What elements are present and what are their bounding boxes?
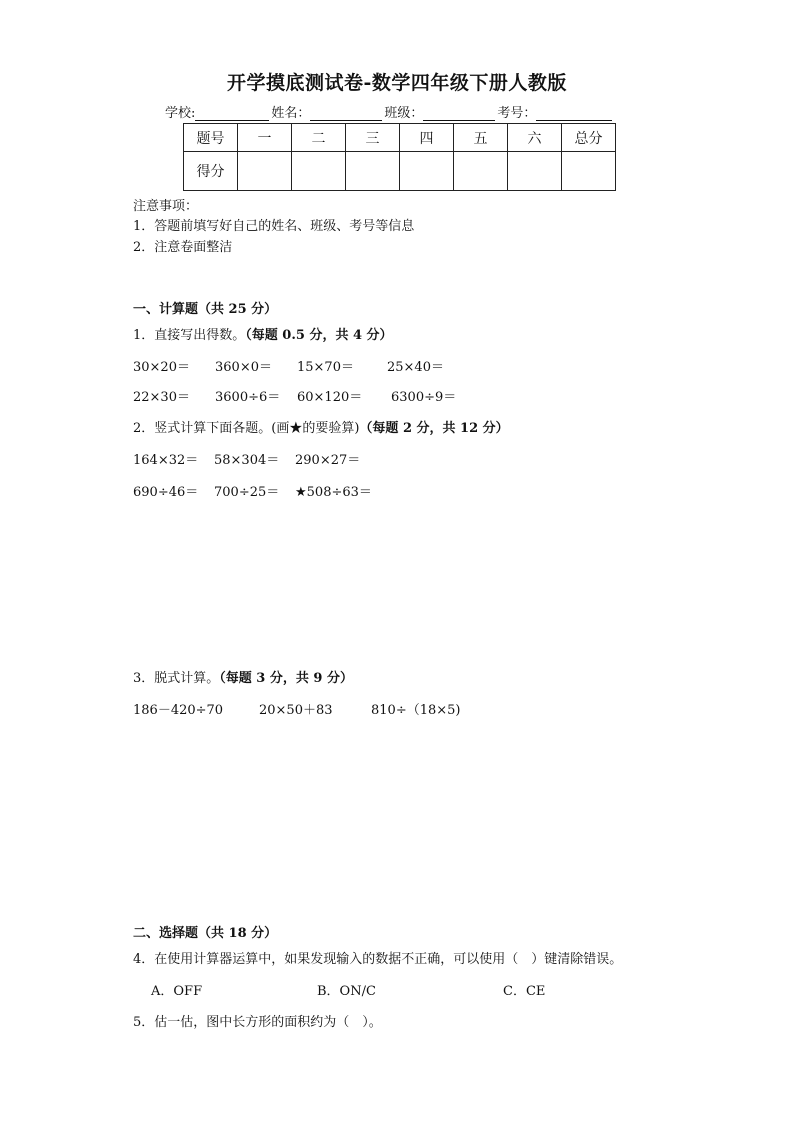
question-2-points: （每题 2 分，共 12 分）	[359, 421, 509, 436]
q1-item: 3600÷6＝	[215, 390, 281, 405]
q1-item: 360×0＝	[215, 360, 272, 375]
section-2-title: 二、选择题（共 18 分）	[133, 926, 278, 941]
notes-heading: 注意事项：	[133, 199, 199, 214]
question-2	[133, 417, 509, 436]
score-header-cell: 题号	[184, 124, 238, 152]
exam-number-label: 考号：	[497, 106, 537, 121]
q4-option-c[interactable]: C．CE	[503, 984, 546, 999]
q2-item: 58×304＝	[214, 453, 280, 468]
name-label: 姓名：	[271, 106, 311, 121]
note-item: 2．注意卷面整洁	[133, 240, 233, 255]
question-1-text: 1．直接写出得数。	[133, 328, 246, 343]
score-header-cell: 二	[292, 124, 346, 152]
q3-item: 810÷（18×5)	[371, 703, 461, 718]
question-1-points: （每题 0.5 分，共 4 分）	[245, 328, 393, 343]
q3-item: 186－420÷70	[133, 703, 224, 718]
question-1	[133, 324, 393, 343]
score-header-cell: 一	[238, 124, 292, 152]
school-blank[interactable]	[195, 104, 269, 121]
q2-item: 290×27＝	[295, 453, 361, 468]
score-header-cell: 五	[454, 124, 508, 152]
name-blank[interactable]	[310, 104, 382, 121]
score-table-score-row	[184, 152, 616, 191]
exam-number-blank[interactable]	[536, 104, 612, 121]
class-blank[interactable]	[423, 104, 495, 121]
q1-item: 6300÷9＝	[391, 390, 457, 405]
section-1-title: 一、计算题（共 25 分）	[133, 302, 278, 317]
score-header-cell: 四	[400, 124, 454, 152]
score-cell[interactable]	[562, 152, 616, 191]
q2-item: 700÷25＝	[214, 485, 280, 500]
page-title: 开学摸底测试卷-数学四年级下册人教版	[227, 72, 567, 94]
q4-option-b[interactable]: B．ON/C	[317, 984, 376, 999]
student-info-line	[165, 102, 614, 121]
question-5-text: 5．估一估，图中长方形的面积约为（ ）。	[133, 1015, 382, 1030]
note-item: 1．答题前填写好自己的姓名、班级、考号等信息	[133, 219, 415, 234]
school-label: 学校:	[165, 106, 196, 121]
score-row-label: 得分	[184, 152, 238, 191]
q1-item: 30×20＝	[133, 360, 190, 375]
score-cell[interactable]	[454, 152, 508, 191]
q2-item: 690÷46＝	[133, 485, 199, 500]
score-header-cell: 三	[346, 124, 400, 152]
class-label: 班级：	[384, 106, 424, 121]
q2-row-2	[133, 481, 372, 500]
q1-row-1	[133, 356, 444, 375]
question-4-text: 4．在使用计算器运算中，如果发现输入的数据不正确，可以使用（ ）键清除错误。	[133, 952, 623, 967]
q1-item: 60×120＝	[297, 390, 363, 405]
score-cell[interactable]	[292, 152, 346, 191]
score-header-cell: 六	[508, 124, 562, 152]
question-2-text: 2．竖式计算下面各题。(画★的要验算)	[133, 421, 360, 436]
q4-option-a[interactable]: A．OFF	[151, 984, 203, 999]
q1-item: 22×30＝	[133, 390, 190, 405]
q2-row-1	[133, 449, 360, 468]
q1-item: 15×70＝	[297, 360, 354, 375]
q3-item: 20×50＋83	[259, 703, 333, 718]
question-3-text: 3．脱式计算。	[133, 671, 220, 686]
question-3	[133, 667, 353, 686]
score-table	[183, 123, 616, 191]
question-3-points: （每题 3 分，共 9 分）	[219, 671, 353, 686]
q3-row-1	[133, 699, 460, 718]
q2-item: ★508÷63＝	[295, 485, 372, 500]
score-cell[interactable]	[346, 152, 400, 191]
score-table-header-row	[184, 124, 616, 152]
q1-item: 25×40＝	[387, 360, 444, 375]
q4-options	[151, 980, 545, 999]
q2-item: 164×32＝	[133, 453, 199, 468]
q1-row-2	[133, 386, 456, 405]
score-cell[interactable]	[508, 152, 562, 191]
score-cell[interactable]	[400, 152, 454, 191]
score-header-cell: 总分	[562, 124, 616, 152]
score-cell[interactable]	[238, 152, 292, 191]
